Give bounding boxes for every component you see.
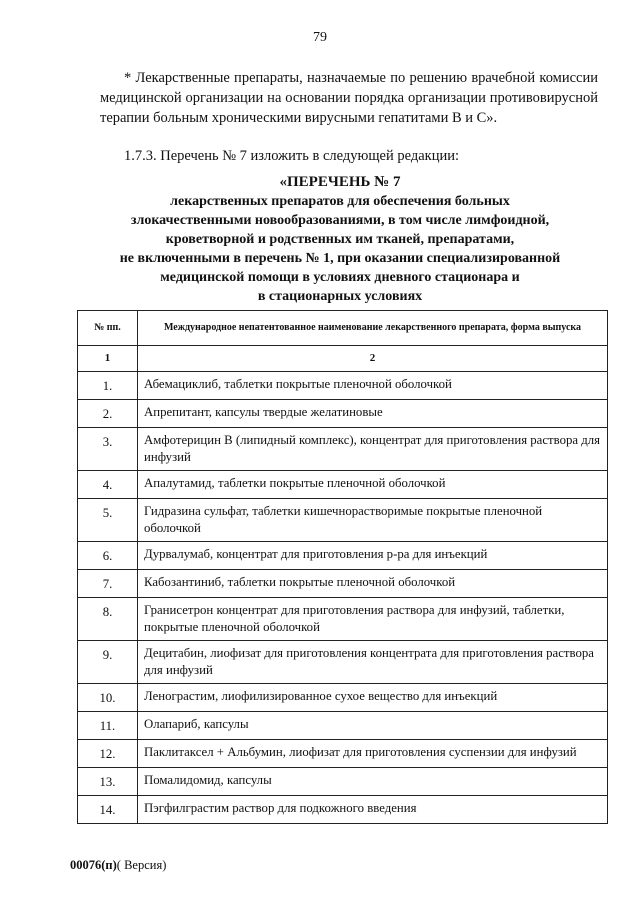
heading-line: злокачественными новообразованиями, в том числе лимфоидной, [130,213,550,228]
row-number: 11. [78,712,138,740]
drug-name: Кабозантиниб, таблетки покрытые пленочной оболочкой [138,570,608,598]
drug-name: Ленограстим, лиофилизированное сухое вещество для инъекций [138,684,608,712]
table-row [78,598,608,641]
table-row [78,499,608,542]
row-number: 6. [78,542,138,570]
table-row [78,641,608,684]
row-number: 1. [78,372,138,400]
drug-name: Гранисетрон концентрат для приготовления раствора для инфузий, таблетки, покрытые пленочной оболочкой [138,598,608,641]
table-row [78,570,608,598]
document-code: 00076(п) [70,858,117,872]
drug-name: Паклитаксел + Альбумин, лиофизат для приготовления суспензии для инфузий [138,740,608,768]
drug-table [77,310,608,824]
list-heading [70,173,610,306]
table-row [78,740,608,768]
row-number: 10. [78,684,138,712]
table-row [78,684,608,712]
column-number: 2 [138,346,608,372]
footer [70,858,166,873]
table-row [78,400,608,428]
table-row [78,428,608,471]
drug-name: Апрепитант, капсулы твердые желатиновые [138,400,608,428]
heading-line: в стационарных условиях [257,289,423,304]
row-number: 2. [78,400,138,428]
heading-line: лекарственных препаратов для обеспечения больных [170,194,510,209]
row-number: 3. [78,428,138,471]
header-number: № пп. [78,311,138,346]
drug-name: Амфотерицин В (липидный комплекс), концентрат для приготовления раствора для инфузий [138,428,608,471]
drug-name: Олапариб, капсулы [138,712,608,740]
drug-name: Апалутамид, таблетки покрытые пленочной оболочкой [138,471,608,499]
drug-name: Децитабин, лиофизат для приготовления концентрата для приготовления раствора для инфузий [138,641,608,684]
clause-text: 1.7.3. Перечень № 7 изложить в следующей редакции: [124,148,460,164]
row-number: 14. [78,796,138,824]
row-number: 7. [78,570,138,598]
row-number: 8. [78,598,138,641]
column-numbers-row [78,346,608,372]
heading-line: медицинской помощи в условиях дневного стационара и [160,270,520,285]
drug-name: Дурвалумаб, концентрат для приготовления р-ра для инъекций [138,542,608,570]
row-number: 13. [78,768,138,796]
table-row [78,542,608,570]
drug-name: Абемациклиб, таблетки покрытые пленочной оболочкой [138,372,608,400]
row-number: 5. [78,499,138,542]
row-number: 9. [78,641,138,684]
table-row [78,768,608,796]
row-number: 12. [78,740,138,768]
version-label: ( Версия) [116,858,167,872]
drug-name: Помалидомид, капсулы [138,768,608,796]
heading-line: не включенными в перечень № 1, при оказании специализированной [119,251,561,266]
drug-name: Пэгфилграстим раствор для подкожного введения [138,796,608,824]
table-row [78,372,608,400]
footnote: * Лекарственные препараты, назначаемые по решению врачебной комиссии медицинской организации на основании порядка организации противовирусной терапии больным хроническими вирусными гепатитами В и С». [100,70,598,126]
table-row [78,796,608,824]
heading-line: кроветворной и родственных им тканей, препаратами, [165,232,515,247]
table-row [78,712,608,740]
page-number: 79 [313,30,327,45]
table-row [78,471,608,499]
drug-name: Гидразина сульфат, таблетки кишечнорастворимые покрытые пленочной оболочкой [138,499,608,542]
row-number: 4. [78,471,138,499]
list-title: «ПЕРЕЧЕНЬ № 7 [279,174,401,190]
header-name: Международное непатентованное наименование лекарственного препарата, форма выпуска [138,311,608,346]
column-number: 1 [78,346,138,372]
